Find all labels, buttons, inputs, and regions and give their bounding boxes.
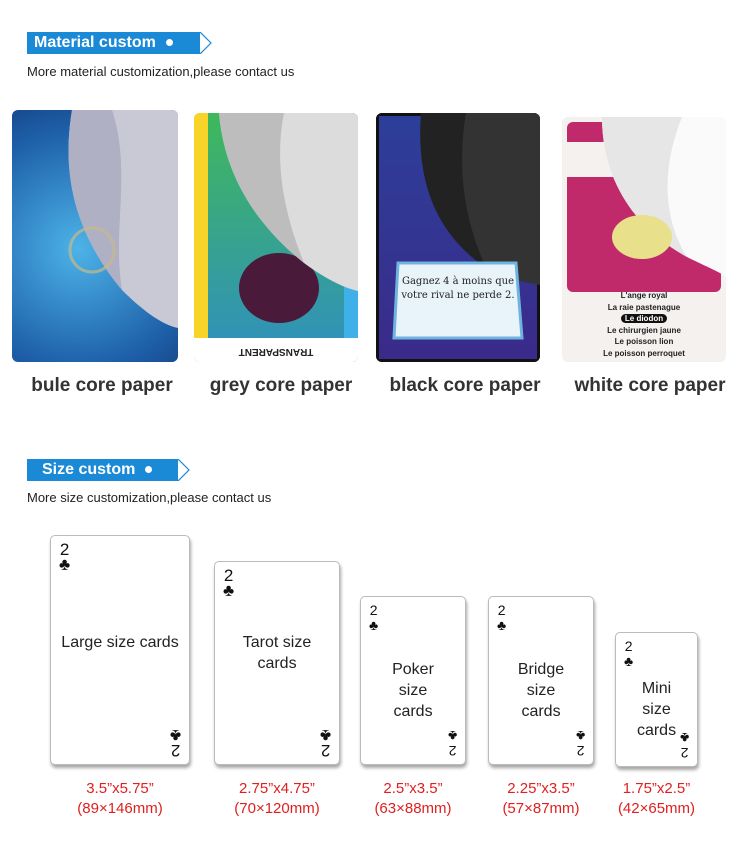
card-size-name: Tarot size cards [242,634,312,672]
card-corner-bottom [170,728,181,758]
card-corner-bottom [320,728,331,758]
size-mm: (70×120mm) [234,800,320,817]
material-label: grey core paper [209,375,353,396]
card-text [562,313,726,325]
material-label: white core paper [574,375,726,396]
card-corner-top [59,542,70,572]
card-corner-bottom [448,728,457,758]
size-inches: 2.5”x3.5” [383,780,443,797]
black-core-card-image [376,113,540,362]
material-label: bule core paper [31,375,173,396]
card-text: TRANSPARENT [238,346,314,357]
card-corner-top [624,639,633,669]
material-label: black core paper [389,375,541,396]
card-rank: 2 [576,743,585,759]
card-dimensions [587,779,727,819]
card-text: La raie pastenague [607,302,681,312]
card-text-list [562,290,726,359]
section-title: Size custom [42,461,136,478]
card-rank: 2 [369,602,378,618]
card-size-name: Large size cards [61,634,179,651]
blue-core-card-image [12,110,178,362]
grey-core-card-image [194,113,358,362]
size-mm: (89×146mm) [77,800,163,817]
club-icon: ♣ [369,617,379,633]
card-rank: 2 [448,743,457,759]
section-subtitle: More material customization,please contact us [27,64,295,79]
card-text: Le chirurgien jaune [607,325,681,335]
playing-card [360,596,466,765]
card-corner-bottom [680,730,689,760]
dot-icon [166,39,173,46]
size-custom-badge [27,459,178,481]
chevron-right-icon [200,32,212,54]
card-rank: 2 [59,540,70,559]
dot-icon [145,466,152,473]
playing-card [50,535,190,765]
section-subtitle: More size customization,please contact us [27,490,272,505]
card-rank: 2 [320,741,331,760]
card-dimensions [50,779,190,819]
card-rank: 2 [170,741,181,760]
club-icon: ♣ [624,653,634,669]
club-icon: ♣ [319,726,331,745]
card-rank: 2 [624,638,633,654]
card-text: Le poisson lion [614,337,674,346]
size-inches: 2.25”x3.5” [507,780,575,797]
card-text: Le poisson perroquet [603,348,685,358]
card-rank: 2 [223,566,234,585]
material-custom-badge [27,32,200,54]
card-rank: 2 [680,745,689,761]
club-icon: ♣ [169,726,181,745]
size-mm: (57×87mm) [502,800,580,817]
section-title: Material custom [34,34,156,51]
club-icon: ♣ [59,555,71,574]
card-corner-bottom [576,728,585,758]
card-dimensions [207,779,347,819]
card-text-highlight: Le diodon [621,314,667,323]
size-inches: 1.75”x2.5” [622,780,691,797]
card-dimensions [343,779,483,819]
playing-card [615,632,698,767]
card-corner-top [223,568,234,598]
club-icon: ♣ [223,581,235,600]
card-text: L'ange royal [620,291,668,300]
card-rank: 2 [497,602,506,618]
club-icon: ♣ [575,728,585,744]
card-size-name: Mini size cards [636,680,677,739]
club-icon: ♣ [679,730,689,746]
size-mm: (42×65mm) [617,800,696,817]
club-icon: ♣ [497,617,507,633]
playing-card [488,596,594,765]
club-icon: ♣ [447,728,457,744]
card-size-name: Bridge size cards [517,661,565,720]
card-text: Gagnez 4 à moins que votre rival ne perde 2. [401,276,515,301]
size-inches: 2.75”x4.75” [239,780,315,797]
playing-card [214,561,340,765]
card-corner-top [369,603,378,633]
card-size-name: Poker size cards [392,661,434,720]
size-inches: 3.5”x5.75” [86,780,154,797]
chevron-right-icon [178,459,190,481]
card-corner-top [497,603,506,633]
size-mm: (63×88mm) [374,800,452,817]
white-core-card-image [562,117,726,362]
